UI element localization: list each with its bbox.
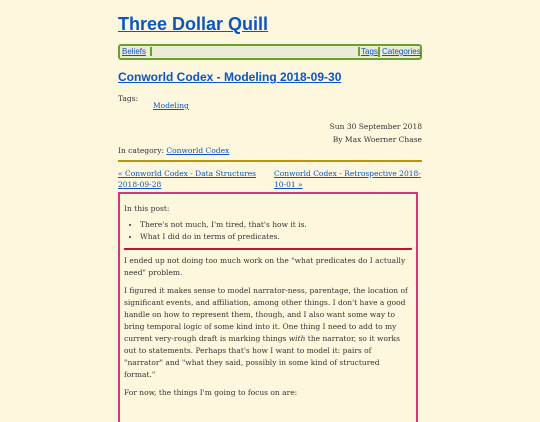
paragraph: I ended up not doing too much work on the "what predicates do I actually need" problem. [124, 256, 406, 277]
paragraph: For now, the things I'm going to focus on are: [124, 388, 298, 397]
category-label: In category: [118, 146, 167, 155]
toc-heading: In this post: [124, 204, 170, 213]
post-title-link[interactable]: Conworld Codex - Modeling 2018-09-30 [118, 70, 342, 84]
post-author: By Max Woerner Chase [332, 135, 422, 144]
site-title-link[interactable]: Three Dollar Quill [118, 14, 269, 34]
paragraph [124, 285, 412, 381]
nav-categories-link[interactable]: Categories [382, 47, 421, 56]
category-link[interactable]: Conworld Codex [166, 146, 230, 155]
navbar [118, 44, 422, 60]
post-content [118, 192, 418, 422]
tag-link-modeling[interactable]: Modeling [153, 101, 189, 110]
prev-post-link[interactable]: « Conworld Codex - Data Structures 2018-09-28 [118, 169, 257, 189]
post-date: Sun 30 September 2018 [329, 122, 422, 131]
toc-list [124, 219, 412, 243]
post-category [118, 146, 229, 155]
next-post-link[interactable]: Conworld Codex - Retrospective 2018-10-01 » [274, 169, 421, 189]
toc-item: • There's not much, I'm tired, that's how it is. [140, 219, 412, 231]
nav-divider [378, 47, 380, 57]
paragraph-text: I figured it makes sense to model narrator-ness, parentage, the location of significant events, and affiliation, among other things. I don't have a good handle on how to represent them, though, and I also want some way to bring temporal logic of some kind into it. One thing I need to add to my current very-rough draft is marking things [124, 286, 408, 343]
search-input[interactable] [150, 47, 360, 56]
content-divider [124, 248, 412, 250]
toc-item: • What I did do in terms of predicates. [140, 231, 412, 243]
divider [118, 160, 422, 162]
tags-label: Tags: [118, 94, 139, 103]
nav-tags-link[interactable]: Tags [361, 47, 378, 56]
paragraph-text: the narrator, so it works out to statements. Perhaps that's how I want to model it: pairs of "narrator" and "what they said, possibly in some kind of structured format." [124, 334, 400, 379]
nav-beliefs-link[interactable]: Beliefs [122, 47, 147, 56]
emphasis-text: with [288, 334, 306, 343]
